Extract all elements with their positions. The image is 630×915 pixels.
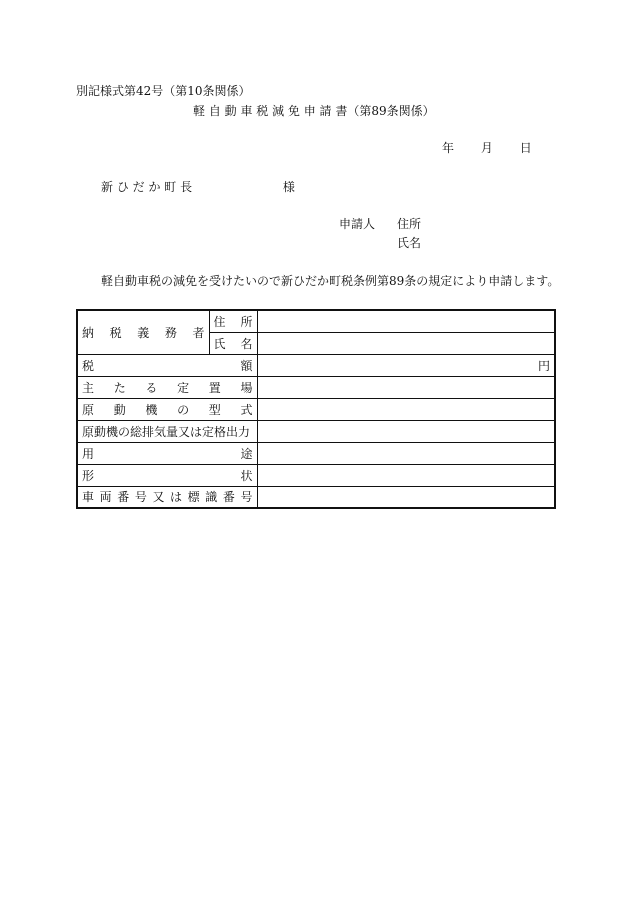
date-day-label: 日 — [519, 141, 532, 155]
tax-amount-field[interactable] — [257, 354, 555, 376]
taxpayer-label: 納 税 義 務 者 — [77, 310, 209, 354]
table-row — [77, 442, 555, 464]
addressee — [101, 180, 295, 194]
applicant-address-row — [339, 217, 421, 231]
table-row — [77, 486, 555, 508]
usage-label: 用 途 — [77, 442, 257, 464]
storage-location-field[interactable] — [257, 376, 555, 398]
date-month-label: 月 — [480, 141, 493, 155]
taxpayer-address-label: 住 所 — [209, 310, 257, 332]
yen-unit: 円 — [537, 358, 550, 373]
shape-field[interactable] — [257, 464, 555, 486]
addressee-honorific: 様 — [282, 180, 295, 194]
tax-amount-label: 税 額 — [77, 354, 257, 376]
form-reference: 別記様式第42号（第10条関係） — [76, 84, 251, 98]
taxpayer-address-field[interactable] — [257, 310, 555, 332]
table-row — [77, 464, 555, 486]
displacement-label: 原動機の総排気量又は定格出力 — [77, 420, 257, 442]
taxpayer-name-label: 氏 名 — [209, 332, 257, 354]
vehicle-number-field[interactable] — [257, 486, 555, 508]
vehicle-number-label: 車 両 番 号 又 は 標 識 番 号 — [77, 486, 257, 508]
applicant-name-row — [397, 236, 421, 250]
engine-model-field[interactable] — [257, 398, 555, 420]
table-row — [77, 376, 555, 398]
taxpayer-name-field[interactable] — [257, 332, 555, 354]
shape-label: 形 状 — [77, 464, 257, 486]
table-row — [77, 310, 555, 332]
table-row — [77, 354, 555, 376]
engine-model-label: 原 動 機 の 型 式 — [77, 398, 257, 420]
addressee-name: 新 ひ だ か 町 長 — [101, 180, 193, 194]
storage-location-label: 主 た る 定 置 場 — [77, 376, 257, 398]
date-year-label: 年 — [442, 141, 455, 155]
displacement-field[interactable] — [257, 420, 555, 442]
applicant-name-label: 氏名 — [397, 236, 422, 250]
usage-field[interactable] — [257, 442, 555, 464]
date-line — [442, 141, 555, 155]
application-table — [76, 309, 556, 509]
document-title: 軽 自 動 車 税 減 免 申 請 書（第89条関係） — [193, 104, 435, 118]
application-statement: 軽自動車税の減免を受けたいので新ひだか町税条例第89条の規定により申請します。 — [101, 274, 560, 288]
applicant-address-label: 住所 — [397, 217, 422, 231]
table-row — [77, 420, 555, 442]
table-row — [77, 398, 555, 420]
applicant-label: 申請人 — [339, 217, 376, 231]
